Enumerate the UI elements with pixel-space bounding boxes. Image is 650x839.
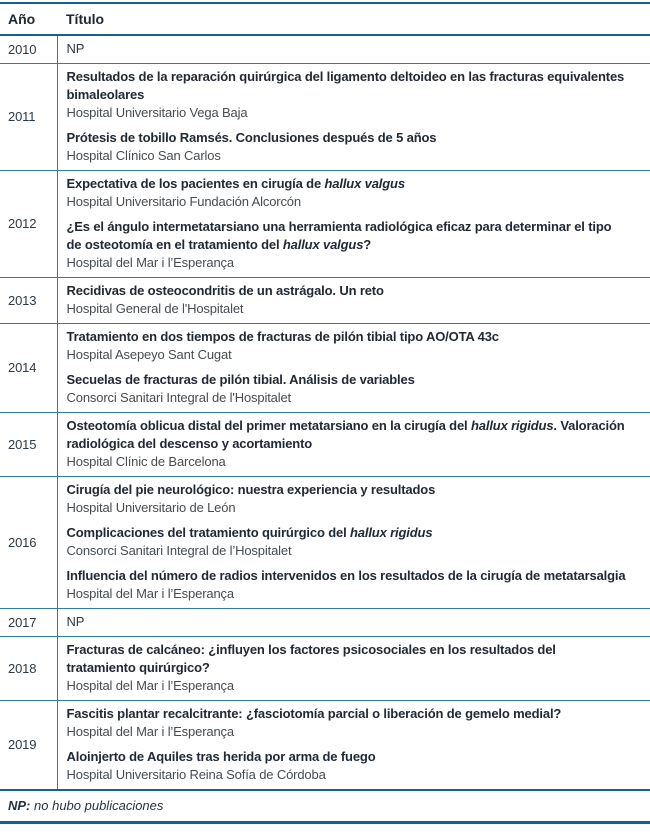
publication-entry xyxy=(67,524,629,560)
publication-title: Osteotomía oblicua distal del primer metatarsiano en la cirugía del hallux rigidus. Valoración radiológica del descenso y acortamiento xyxy=(66,418,625,451)
table-row-2013 xyxy=(0,278,650,324)
year-cell: 2011 xyxy=(0,64,57,171)
footnote-text: no hubo publicaciones xyxy=(34,798,164,813)
publication-hospital: Hospital General de l'Hospitalet xyxy=(66,301,244,316)
publication-entry xyxy=(67,567,629,603)
latin-term: hallux valgus xyxy=(282,237,364,252)
publication-title: Cirugía del pie neurológico: nuestra experiencia y resultados xyxy=(66,482,436,497)
year-cell: 2017 xyxy=(0,609,57,637)
publication-title: ¿Es el ángulo intermetatarsiano una herramienta radiológica eficaz para determinar el tipo de osteotomía en el tratamiento del hallux valgus? xyxy=(66,219,612,252)
publication-hospital: Hospital Universitario Vega Baja xyxy=(66,105,248,120)
publication-title: Aloinjerto de Aquiles tras herida por arma de fuego xyxy=(66,749,376,764)
table-row-2012 xyxy=(0,171,650,278)
publication-title: Expectativa de los pacientes en cirugía de hallux valgus xyxy=(66,176,405,191)
publication-entry xyxy=(67,371,629,407)
publication-hospital: Hospital Clínico San Carlos xyxy=(66,148,221,163)
no-publications-label: NP xyxy=(66,41,85,56)
column-header-title: Título xyxy=(57,3,650,35)
publication-entry xyxy=(67,68,629,122)
publication-entry xyxy=(67,481,629,517)
table-row-2018 xyxy=(0,637,650,701)
publication-title: Complicaciones del tratamiento quirúrgico del hallux rigidus xyxy=(66,525,433,540)
year-cell: 2016 xyxy=(0,477,57,609)
table-row-2015 xyxy=(0,413,650,477)
publication-hospital: Hospital Clínic de Barcelona xyxy=(66,454,226,469)
publication-title: Influencia del número de radios intervenidos en los resultados de la cirugía de metatarsalgia xyxy=(66,568,626,583)
table-row-2016 xyxy=(0,477,650,609)
publication-hospital: Consorci Sanitari Integral de l’Hospitalet xyxy=(66,543,292,558)
no-publications-label: NP xyxy=(66,614,85,629)
table-footnote xyxy=(0,791,650,824)
publications-table xyxy=(0,2,650,791)
publication-hospital: Hospital Asepeyo Sant Cugat xyxy=(66,347,232,362)
publication-hospital: Hospital del Mar i l’Esperança xyxy=(66,586,234,601)
year-cell: 2018 xyxy=(0,637,57,701)
table-row-2017 xyxy=(0,609,650,637)
publication-entry xyxy=(67,218,629,272)
year-cell: 2010 xyxy=(0,35,57,64)
table-row-2011 xyxy=(0,64,650,171)
publication-title: Recidivas de osteocondritis de un astrágalo. Un reto xyxy=(66,283,384,298)
year-cell: 2019 xyxy=(0,701,57,791)
publication-title: Fascitis plantar recalcitrante: ¿fasciotomía parcial o liberación de gemelo medial? xyxy=(66,706,562,721)
table-row-2019 xyxy=(0,701,650,791)
publication-hospital: Hospital del Mar i l’Esperança xyxy=(66,678,234,693)
publication-entry xyxy=(67,175,629,211)
year-cell: 2014 xyxy=(0,324,57,413)
publication-hospital: Hospital del Mar i l’Esperança xyxy=(66,724,234,739)
footnote-abbreviation: NP: xyxy=(8,798,31,813)
year-cell: 2015 xyxy=(0,413,57,477)
publication-entry xyxy=(67,328,629,364)
publication-entry xyxy=(67,705,629,741)
year-cell: 2013 xyxy=(0,278,57,324)
publication-entry xyxy=(67,748,629,784)
column-header-year: Año xyxy=(0,3,57,35)
table-row-2014 xyxy=(0,324,650,413)
publication-hospital: Hospital Universitario Fundación Alcorcón xyxy=(66,194,301,209)
publication-title: Fracturas de calcáneo: ¿influyen los factores psicosociales en los resultados del tratamiento quirúrgico? xyxy=(66,642,556,675)
publication-entry xyxy=(67,641,629,695)
publication-title: Tratamiento en dos tiempos de fracturas de pilón tibial tipo AO/OTA 43c xyxy=(66,329,499,344)
publication-title: Secuelas de fracturas de pilón tibial. Análisis de variables xyxy=(66,372,415,387)
publication-entry xyxy=(67,282,629,318)
latin-term: hallux rigidus xyxy=(470,418,554,433)
publication-entry xyxy=(67,129,629,165)
publication-title: Prótesis de tobillo Ramsés. Conclusiones después de 5 años xyxy=(66,130,437,145)
latin-term: hallux rigidus xyxy=(350,525,433,540)
year-cell: 2012 xyxy=(0,171,57,278)
publication-entry xyxy=(67,417,629,471)
publication-hospital: Hospital Universitario de León xyxy=(66,500,236,515)
publication-hospital: Consorci Sanitari Integral de l'Hospitalet xyxy=(66,390,292,405)
header-row xyxy=(0,3,650,35)
publication-hospital: Hospital Universitario Reina Sofía de Córdoba xyxy=(66,767,326,782)
latin-term: hallux valgus xyxy=(324,176,405,191)
table-row-2010 xyxy=(0,35,650,64)
publication-title: Resultados de la reparación quirúrgica del ligamento deltoideo en las fracturas equivalentes bimaleolares xyxy=(66,69,625,102)
publication-hospital: Hospital del Mar i l’Esperança xyxy=(66,255,234,270)
